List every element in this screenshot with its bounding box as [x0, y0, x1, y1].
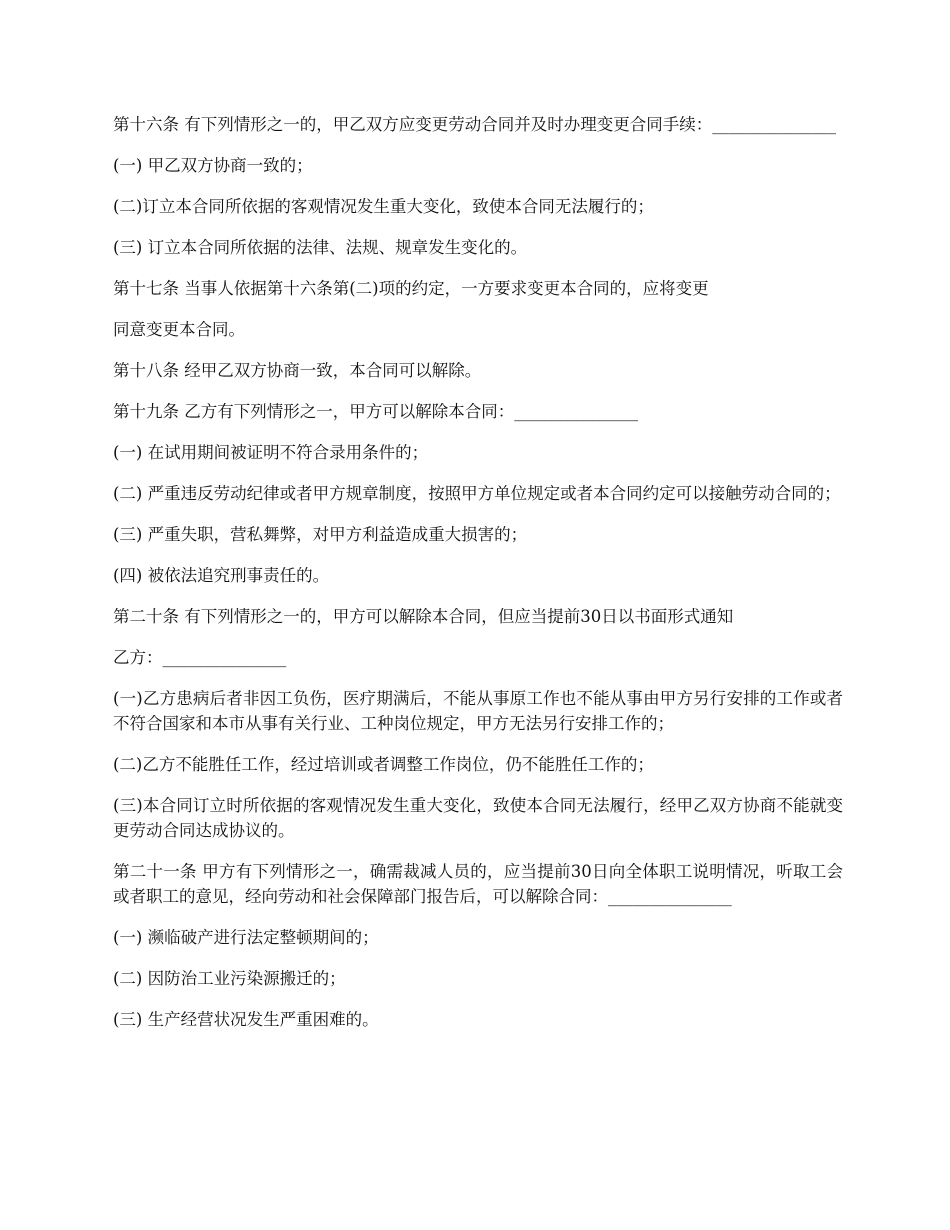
article-20-party-b: 乙方：_______________: [113, 648, 287, 667]
article-20-item-3: (三)本合同订立时所依据的客观情况发生重大变化，致使本合同无法履行，经甲乙双方协商不能就变更劳动合同达成协议的。: [113, 796, 843, 840]
article-17-heading: 第十七条 当事人依据第十六条第(二)项的约定，一方要求变更本合同的，应将变更: [113, 279, 709, 298]
article-21-item-2: (二) 因防治工业污染源搬迁的；: [113, 969, 346, 988]
article-21-item-1: (一) 濒临破产进行法定整顿期间的；: [113, 928, 379, 947]
article-21-item-3: (三) 生产经营状况发生严重困难的。: [113, 1010, 379, 1029]
article-16-item-2: (二)订立本合同所依据的客观情况发生重大变化，致使本合同无法履行的；: [113, 197, 654, 216]
article-19-item-3: (三) 严重失职，营私舞弊，对甲方利益造成重大损害的；: [113, 525, 528, 544]
article-20-item-1: (一)乙方患病后者非因工负伤，医疗期满后，不能从事原工作也不能从事由甲方另行安排的工作或者不符合国家和本市从事有关行业、工种岗位规定，甲方无法另行安排工作的；: [113, 689, 843, 733]
article-16-heading: 第十六条 有下列情形之一的，甲乙双方应变更劳动合同并及时办理变更合同手续：_______________: [113, 115, 836, 134]
article-18-heading: 第十八条 经甲乙双方协商一致，本合同可以解除。: [113, 361, 482, 380]
document-body: [113, 112, 843, 1048]
article-19-item-1: (一) 在试用期间被证明不符合录用条件的；: [113, 443, 429, 462]
article-21-heading: 第二十一条 甲方有下列情形之一，确需裁减人员的，应当提前30日向全体职工说明情况，听取工会或者职工的意见，经向劳动和社会保障部门报告后，可以解除合同：_______________: [113, 862, 843, 906]
article-19-item-2: (二) 严重违反劳动纪律或者甲方规章制度，按照甲方单位规定或者本合同约定可以接触劳动合同的；: [113, 484, 841, 503]
article-20-item-2: (二)乙方不能胜任工作，经过培训或者调整工作岗位，仍不能胜任工作的；: [113, 755, 654, 774]
article-16-item-1: (一) 甲乙双方协商一致的；: [113, 156, 313, 175]
article-17-continuation: 同意变更本合同。: [113, 320, 245, 339]
article-19-item-4: (四) 被依法追究刑事责任的。: [113, 566, 330, 585]
article-19-heading: 第十九条 乙方有下列情形之一，甲方可以解除本合同：_______________: [113, 402, 638, 421]
article-20-heading: 第二十条 有下列情形之一的，甲方可以解除本合同，但应当提前30日以书面形式通知: [113, 607, 734, 626]
article-16-item-3: (三) 订立本合同所依据的法律、法规、规章发生变化的。: [113, 238, 528, 257]
